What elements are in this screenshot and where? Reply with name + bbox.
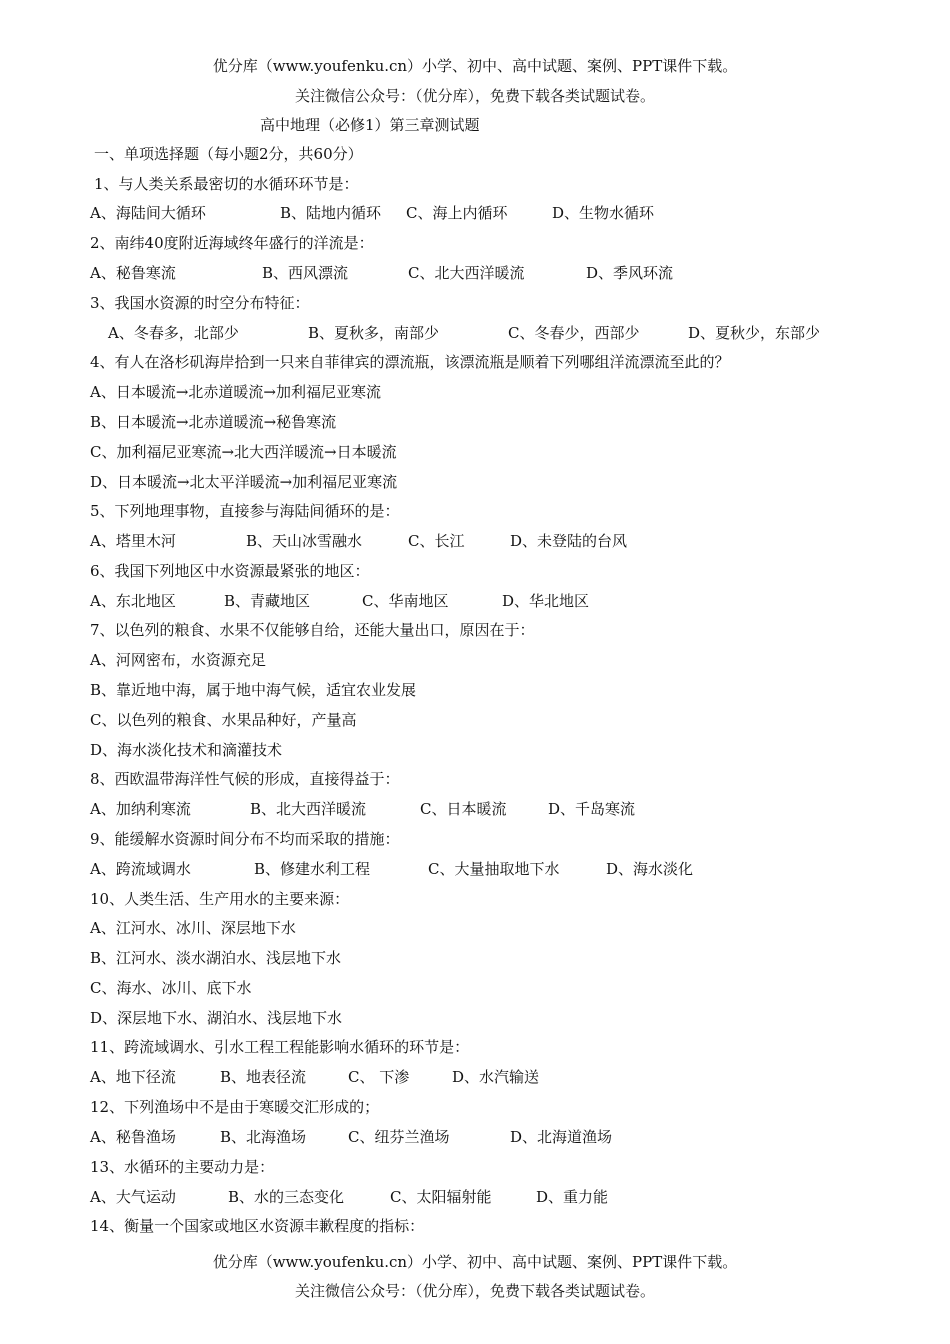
option: B、江河水、淡水湖泊水、浅层地下水 [90, 949, 342, 967]
option: D、北海道渔场 [510, 1128, 613, 1146]
question-stem: 13、水循环的主要动力是： [90, 1158, 275, 1176]
option: A、地下径流 [90, 1068, 176, 1086]
option: C、大量抽取地下水 [428, 860, 560, 878]
option: D、海水淡化 [606, 860, 694, 878]
footer-line-1: 优分库（www.youfenku.cn）小学、初中、高中试题、案例、PPT课件下载。 [212, 1253, 738, 1271]
option: D、海水淡化技术和滴灌技术 [90, 741, 283, 759]
question-stem: 3、我国水资源的时空分布特征： [90, 294, 310, 312]
question-stem: 4、有人在洛杉矶海岸拾到一只来自菲律宾的漂流瓶，该漂流瓶是顺着下列哪组洋流漂流至此的？ [90, 353, 730, 371]
option: A、秘鲁寒流 [90, 264, 176, 282]
option: B、夏秋多，南部少 [308, 324, 440, 342]
option: C、加利福尼亚寒流→北大西洋暖流→日本暖流 [90, 443, 397, 461]
header-line-1: 优分库（www.youfenku.cn）小学、初中、高中试题、案例、PPT课件下载。 [212, 57, 738, 75]
option: D、夏秋少，东部少 [688, 324, 821, 342]
question-stem: 9、能缓解水资源时间分布不均而采取的措施： [90, 830, 400, 848]
option: C、华南地区 [362, 592, 449, 610]
option: D、重力能 [536, 1188, 609, 1206]
option: C、纽芬兰渔场 [348, 1128, 450, 1146]
option: D、千岛寒流 [548, 800, 636, 818]
option: A、东北地区 [90, 592, 176, 610]
option: B、西风漂流 [262, 264, 349, 282]
question-stem: 14、衡量一个国家或地区水资源丰歉程度的指标： [90, 1217, 425, 1235]
page-title: 高中地理（必修1）第三章测试题 [260, 116, 480, 134]
option: A、塔里木河 [90, 532, 176, 550]
option: B、陆地内循环 [280, 204, 382, 222]
option: B、北海渔场 [220, 1128, 307, 1146]
header-line-2: 关注微信公众号：（优分库），免费下载各类试题试卷。 [294, 87, 655, 105]
question-stem: 11、跨流域调水、引水工程工程能影响水循环的环节是： [90, 1038, 470, 1056]
question-stem: 7、以色列的粮食、水果不仅能够自给，还能大量出口，原因在于： [90, 621, 535, 639]
option: A、冬春多，北部少 [108, 324, 239, 342]
option: D、深层地下水、湖泊水、浅层地下水 [90, 1009, 343, 1027]
question-stem: 12、下列渔场中不是由于寒暖交汇形成的； [90, 1098, 380, 1116]
option: D、水汽输送 [452, 1068, 540, 1086]
option: B、青藏地区 [224, 592, 311, 610]
option: B、靠近地中海，属于地中海气候，适宜农业发展 [90, 681, 417, 699]
question-stem: 5、下列地理事物，直接参与海陆间循环的是： [90, 502, 400, 520]
option: C、以色列的粮食、水果品种好，产量高 [90, 711, 357, 729]
option: A、跨流域调水 [90, 860, 191, 878]
option: A、江河水、冰川、深层地下水 [90, 919, 296, 937]
option: C、北大西洋暖流 [408, 264, 525, 282]
option: C、冬春少，西部少 [508, 324, 640, 342]
option: B、天山冰雪融水 [246, 532, 363, 550]
option: C、日本暖流 [420, 800, 507, 818]
option: D、季风环流 [586, 264, 674, 282]
question-stem: 6、我国下列地区中水资源最紧张的地区： [90, 562, 370, 580]
footer-line-2: 关注微信公众号：（优分库），免费下载各类试题试卷。 [294, 1282, 655, 1300]
option: D、未登陆的台风 [510, 532, 628, 550]
option: C、长江 [408, 532, 465, 550]
option: A、日本暖流→北赤道暖流→加利福尼亚寒流 [90, 383, 381, 401]
option: C、太阳辐射能 [390, 1188, 492, 1206]
option: C、海上内循环 [406, 204, 508, 222]
option: D、日本暖流→北太平洋暖流→加利福尼亚寒流 [90, 473, 398, 491]
option: B、北大西洋暖流 [250, 800, 367, 818]
option: B、地表径流 [220, 1068, 307, 1086]
option: A、河网密布，水资源充足 [90, 651, 266, 669]
question-stem: 1、与人类关系最密切的水循环环节是： [94, 175, 359, 193]
question-stem: 10、人类生活、生产用水的主要来源： [90, 890, 350, 908]
option: C、海水、冰川、底下水 [90, 979, 252, 997]
option: B、水的三态变化 [228, 1188, 345, 1206]
section-heading: 一、单项选择题（每小题2分，共60分） [94, 145, 363, 163]
option: A、秘鲁渔场 [90, 1128, 176, 1146]
option: D、华北地区 [502, 592, 590, 610]
option: C、 下渗 [348, 1068, 410, 1086]
option: D、生物水循环 [552, 204, 655, 222]
option: A、大气运动 [90, 1188, 176, 1206]
option: A、海陆间大循环 [90, 204, 206, 222]
option: B、日本暖流→北赤道暖流→秘鲁寒流 [90, 413, 337, 431]
question-stem: 2、南纬40度附近海域终年盛行的洋流是： [90, 234, 374, 252]
question-stem: 8、西欧温带海洋性气候的形成，直接得益于： [90, 770, 400, 788]
option: B、修建水利工程 [254, 860, 371, 878]
option: A、加纳利寒流 [90, 800, 191, 818]
